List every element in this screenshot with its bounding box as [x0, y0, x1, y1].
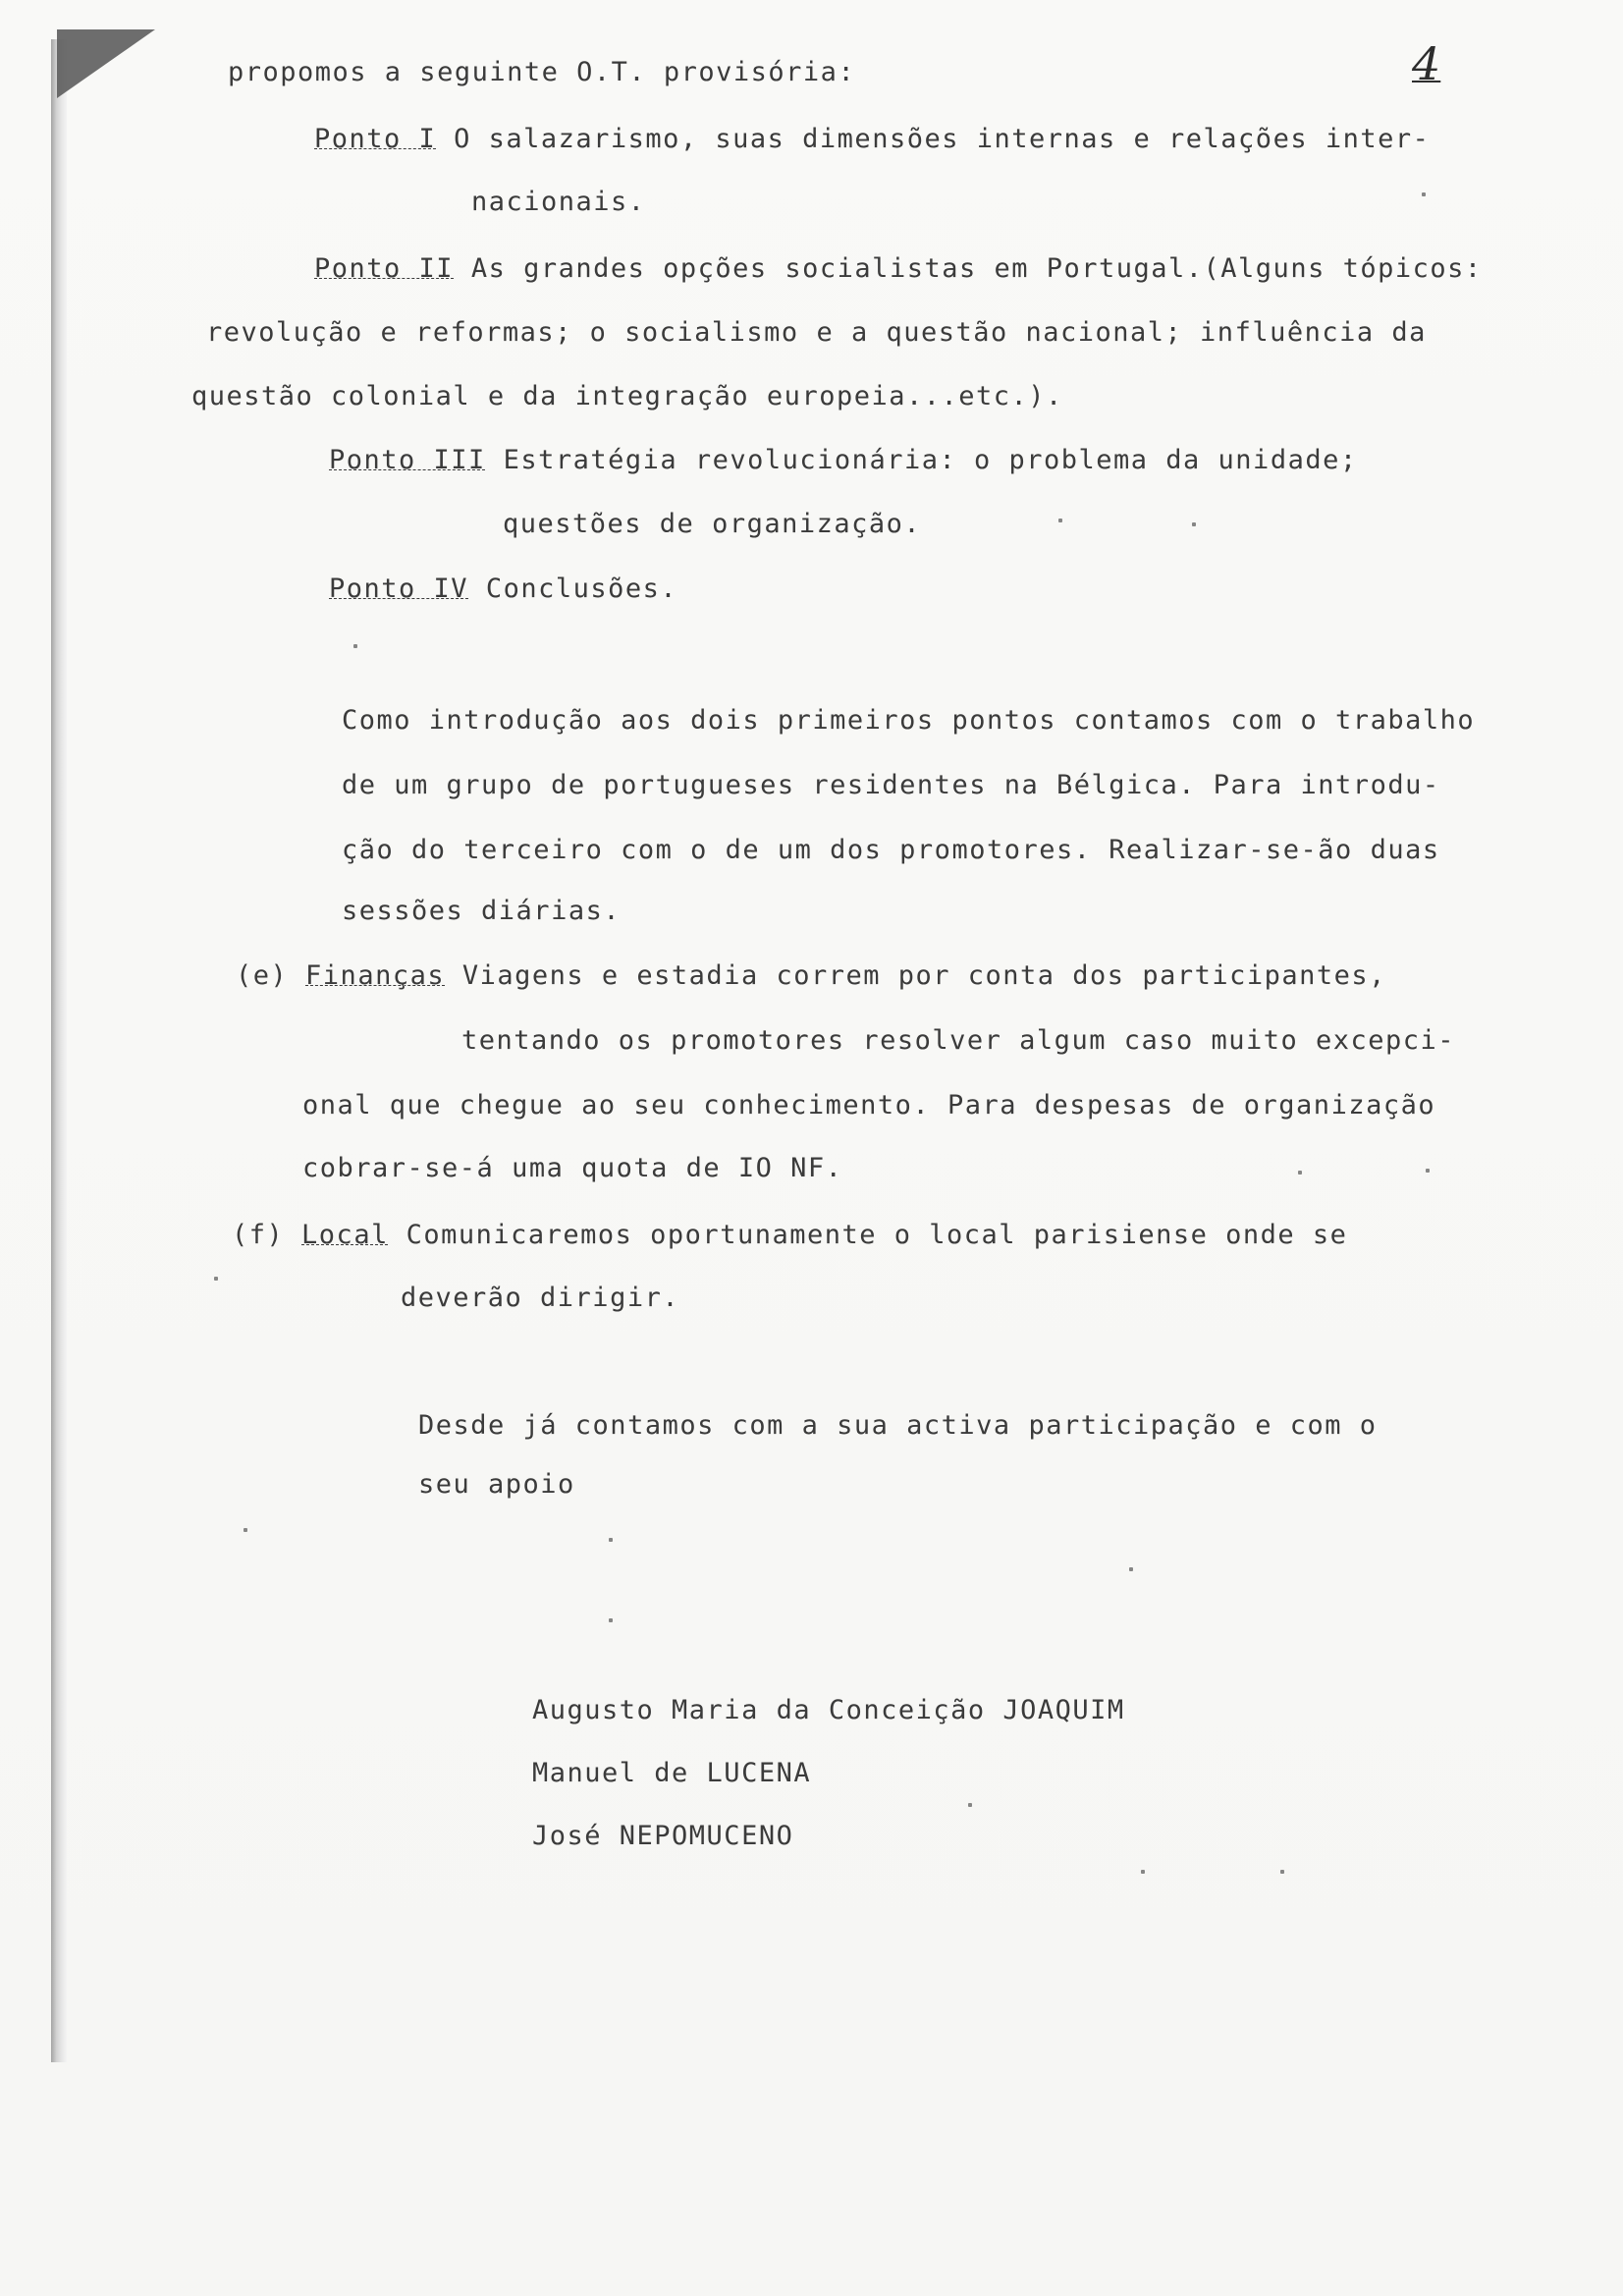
closing-line-1: Desde já contamos com a sua activa participação e com o	[418, 1410, 1378, 1441]
paragraph-line-4: sessões diárias.	[342, 896, 622, 926]
financas-line-4: cobrar-se-á uma quota de IO NF.	[302, 1153, 843, 1183]
local-line-1	[232, 1220, 1347, 1250]
ponto-4-line	[329, 574, 677, 604]
intro-line: propomos a seguinte O.T. provisória:	[228, 57, 856, 87]
financas-line-2: tentando os promotores resolver algum caso muito excepci-	[461, 1025, 1456, 1056]
signatory-3: José NEPOMUCENO	[532, 1821, 794, 1851]
paragraph-line-1: Como introdução aos dois primeiros pontos contamos com o trabalho	[342, 705, 1476, 736]
ponto-2-text: As grandes opções socialistas em Portugal.(Alguns tópicos:	[470, 253, 1483, 284]
binding-edge	[51, 39, 67, 2062]
financas-line-3: onal que chegue ao seu conhecimento. Para despesas de organização	[302, 1090, 1436, 1121]
scan-speck	[968, 1803, 972, 1807]
ponto-3-label: Ponto III	[329, 445, 486, 475]
financas-text-1: Viagens e estadia correm por conta dos participantes,	[461, 960, 1386, 991]
signatory-2: Manuel de LUCENA	[532, 1758, 812, 1788]
ponto-2-label: Ponto II	[314, 253, 455, 284]
ponto-1-cont: nacionais.	[471, 187, 646, 217]
ponto-2-cont-1: revolução e reformas; o socialismo e a questão nacional; influência da	[206, 317, 1427, 348]
scan-speck	[1298, 1171, 1302, 1175]
local-label: Local	[301, 1220, 389, 1250]
local-marker: (f)	[232, 1220, 285, 1250]
scan-speck	[609, 1538, 613, 1542]
ponto-2-cont-2: questão colonial e da integração europeia...etc.).	[191, 381, 1063, 411]
paragraph-line-2: de um grupo de portugueses residentes na Bélgica. Para introdu-	[342, 770, 1440, 800]
ponto-1-label: Ponto I	[314, 124, 437, 154]
signatory-1: Augusto Maria da Conceição JOAQUIM	[532, 1695, 1125, 1725]
ponto-4-label: Ponto IV	[329, 574, 469, 604]
corner-fold	[57, 29, 155, 98]
scan-speck	[1422, 192, 1426, 196]
ponto-1-line	[314, 124, 1430, 154]
financas-label: Finanças	[305, 960, 446, 991]
ponto-4-text: Conclusões.	[485, 574, 678, 604]
ponto-3-line	[329, 445, 1358, 475]
scan-speck	[1192, 522, 1196, 526]
scan-speck	[353, 644, 357, 648]
ponto-3-text: Estratégia revolucionária: o problema da unidade;	[503, 445, 1358, 475]
scan-speck	[214, 1277, 218, 1281]
ponto-2-line	[314, 253, 1483, 284]
ponto-1-text: O salazarismo, suas dimensões internas e relações inter-	[454, 124, 1431, 154]
scan-speck	[1141, 1870, 1145, 1874]
scan-speck	[1058, 519, 1062, 522]
scan-speck	[609, 1618, 613, 1622]
financas-line-1	[236, 960, 1386, 991]
local-text-1: Comunicaremos oportunamente o local parisiense onde se	[406, 1220, 1348, 1250]
financas-marker: (e)	[236, 960, 289, 991]
scan-speck	[1426, 1169, 1430, 1173]
page-number: 4	[1412, 37, 1441, 90]
paragraph-line-3: ção do terceiro com o de um dos promotores. Realizar-se-ão duas	[342, 835, 1440, 865]
scan-speck	[1129, 1567, 1133, 1571]
scan-speck	[1280, 1870, 1284, 1874]
closing-line-2: seu apoio	[418, 1469, 575, 1500]
ponto-3-cont: questões de organização.	[503, 509, 922, 539]
local-line-2: deverão dirigir.	[401, 1283, 680, 1313]
scan-speck	[243, 1528, 247, 1532]
